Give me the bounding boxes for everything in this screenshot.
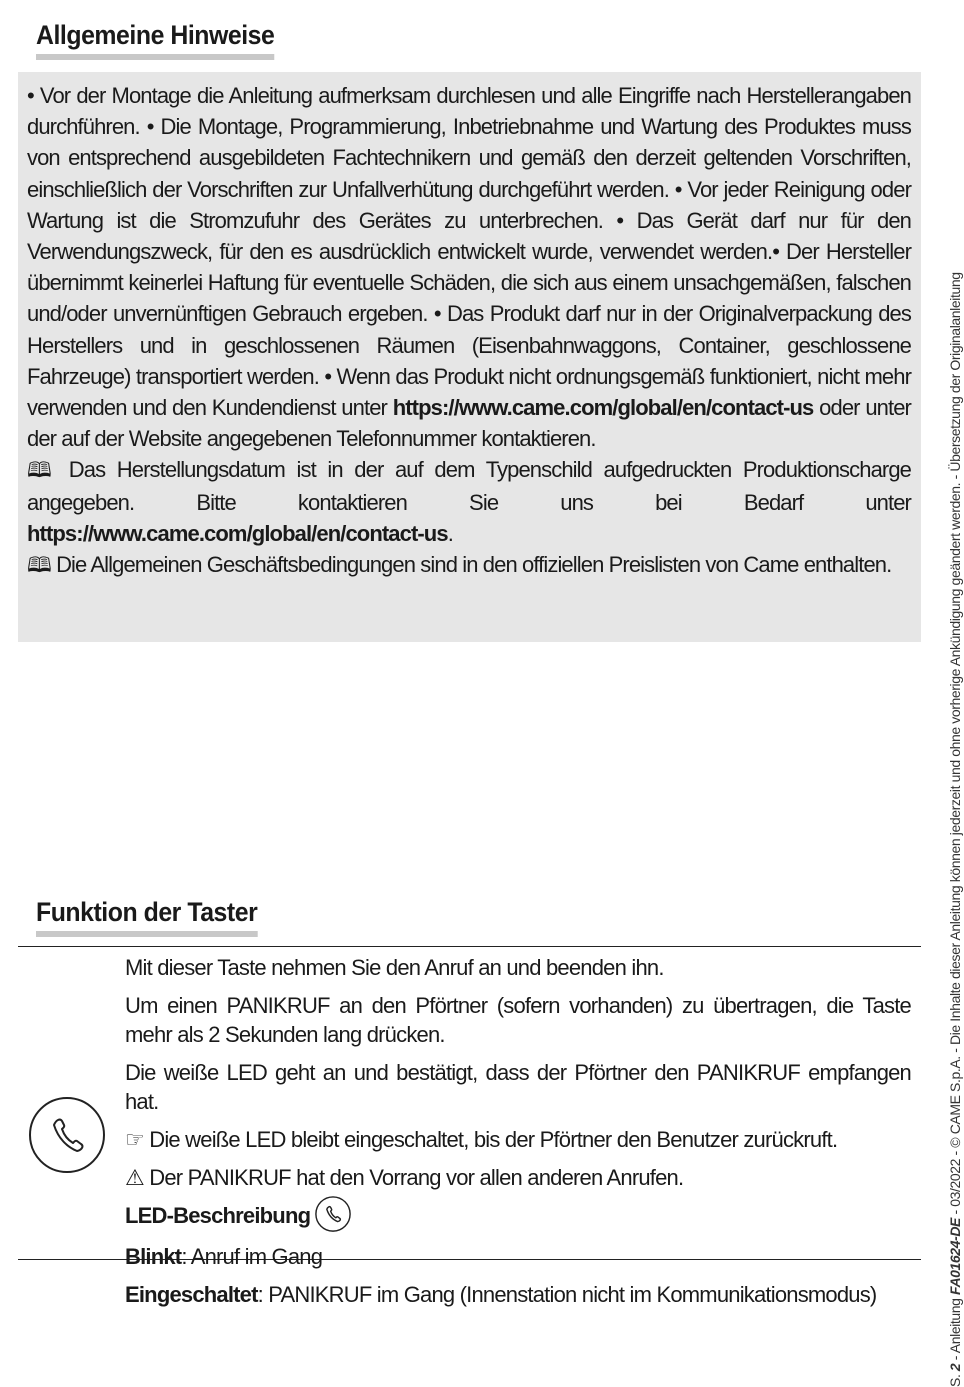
section-heading-buttons: Funktion der Taster <box>36 897 257 937</box>
page-number: 2 <box>947 1363 963 1372</box>
blink-line <box>125 1242 911 1271</box>
terms-text: Die Allgemeinen Geschäftsbedingungen sind in den offiziellen Preislisten von Came enthalten. <box>50 552 892 578</box>
blink-text: : Anruf im Gang <box>181 1244 323 1270</box>
contact-link-2[interactable]: https://www.came.com/global/en/contact-us <box>27 520 448 546</box>
on-label: Eingeschaltet <box>125 1282 258 1308</box>
note-line <box>125 1125 911 1154</box>
led-confirm-text: Die weiße LED geht an und bestätigt, dass der Pförtner den PANIKRUF empfangen hat. <box>125 1060 911 1114</box>
terms-paragraph <box>27 549 911 581</box>
panic-call-text: Um einen PANIKRUF an den Pförtner (sofern vorhanden) zu übertragen, die Taste mehr als 2 Sekunden lang drücken. <box>125 993 911 1047</box>
led-description-label: LED-Beschreibung <box>125 1203 311 1228</box>
copyright-text: - 03/2022 - © CAME S.p.A. - Die Inhalte dieser Anleitung können jederzeit und ohne vorherige Ankündigung geändert werden. - Übersetzung der Originalanleitung <box>947 272 963 1218</box>
document-code: FA01624-DE <box>947 1218 963 1295</box>
general-notes-box <box>18 72 921 642</box>
notes-text: • Vor der Montage die Anleitung aufmerksam durchlesen und alle Eingriffe nach Herstellerangaben durchführen. • Die Montage, Programmierung, Inbetriebnahme und Wartung des Produktes muss von entsprechend ausgebildeten Fachtechnikern und gemäß den derzeit geltenden Vorschriften, einschließlich der Vorschriften zur Unfallverhütung durchgeführt werden. • Vor jeder Reinigung oder Wartung ist die Stromzufuhr des Gerätes zu unterbrechen. • Das Gerät darf nur für den Verwendungszweck, für den es ausdrücklich entwickelt wurde, verwendet werden.• Der Hersteller übernimmt keinerlei Haftung für eventuelle Schäden, die sich aus einem unsachgemäßen, falschen und/oder unvernünftigen Gebrauch ergeben. • Das Produkt darf nur in der Originalverpackung des Herstellers und in geschlossenen Räumen (Eisenbahnwaggons, Container, geschlossene Fahrzeuge) transportiert werden. • Wenn das Produkt nicht ordnungsgemäß funktioniert, nicht mehr verwenden und den Kundendienst unter <box>27 83 911 421</box>
manufacture-date-text: Das Herstellungsdatum ist in der auf dem Typenschild aufgedruckten Produktionscharge angegeben. Bitte kontaktieren Sie uns bei Bedarf unter <box>27 457 911 515</box>
led-description-line <box>125 1201 911 1233</box>
notes-text: . <box>447 520 453 546</box>
blink-label: Blinkt <box>125 1244 182 1270</box>
button-function-table <box>18 946 921 1308</box>
open-book-icon: 🕮 <box>27 459 58 483</box>
page-prefix: S. <box>947 1371 963 1387</box>
button-description <box>125 953 911 1318</box>
phone-handset-icon <box>27 1095 107 1175</box>
page-footer-vertical <box>946 137 964 1387</box>
contact-link[interactable]: https://www.came.com/global/en/contact-us <box>392 395 814 421</box>
warning-text: Der PANIKRUF hat den Vorrang vor allen anderen Anrufen. <box>143 1165 684 1190</box>
notes-text: oder unter der auf der Website angegebenen Telefonnummer kontaktieren. <box>27 395 911 452</box>
warning-line <box>125 1163 911 1192</box>
phone-handset-icon <box>314 1195 352 1233</box>
on-line <box>125 1280 911 1309</box>
manufacture-date-paragraph <box>27 454 911 549</box>
note-text: Die weiße LED bleibt eingeschaltet, bis der Pförtner den Benutzer zurückruft. <box>143 1127 838 1152</box>
on-text: : PANIKRUF im Gang (Innenstation nicht im Kommunikationsmodus) <box>257 1282 877 1308</box>
general-notes-paragraph <box>27 80 911 454</box>
warning-triangle-icon: ⚠ <box>125 1165 144 1190</box>
pointing-hand-icon: ☞ <box>125 1127 144 1152</box>
answer-call-text: Mit dieser Taste nehmen Sie den Anruf an und beenden ihn. <box>125 955 664 980</box>
footer-text: - Anleitung <box>947 1294 963 1364</box>
section-heading-general: Allgemeine Hinweise <box>36 20 274 60</box>
open-book-icon: 🕮 <box>27 554 51 578</box>
